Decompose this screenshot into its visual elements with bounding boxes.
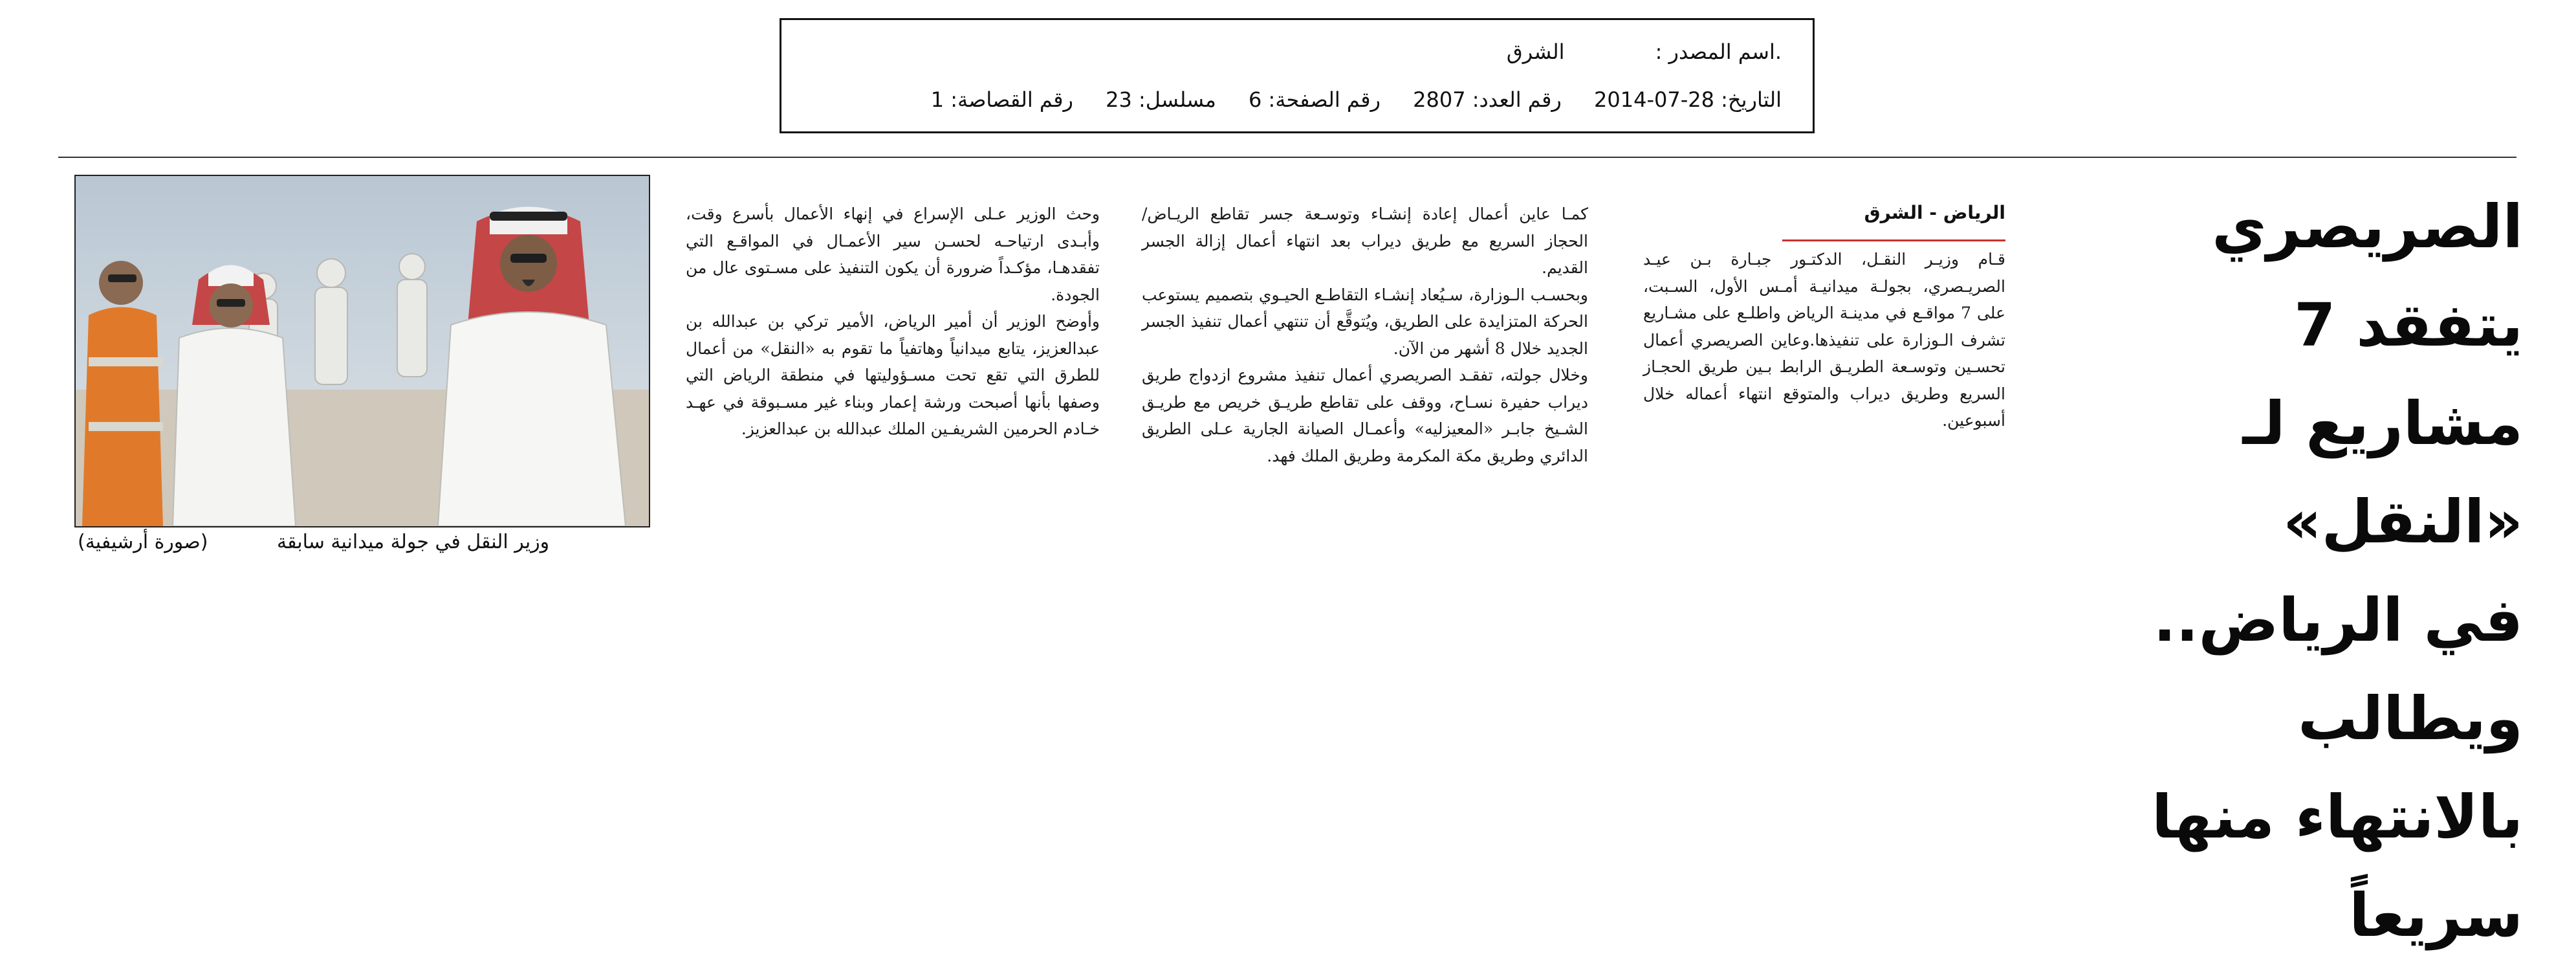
page-field: رقم الصفحة: 6: [1249, 87, 1381, 112]
article-paragraph: وأوضح الوزير أن أمير الرياض، الأمير تركي بن عبدالله بن عبدالعزيز، يتابع ميدانياً وهاتفياً ما تقوم به «النقل» من أعمال للطرق التي تقع تحت مسـؤوليتها في منطقة الرياض التي وصفها بأنها أصبحت ورشة إعمار وبناء غير مسـبوقة في عهـد خـادم الحرمين الشريفـين الملك عبدالله بن عبدالعزيز.: [686, 312, 1100, 438]
photo-illustration: [76, 176, 649, 526]
article-paragraph: وخلال جولته، تفقـد الصريصري أعمال تنفيذ مشروع ازدواج طريق ديراب حفيرة نسـاح، ووقف على تقاطع طريـق خريص مع طريـق الشـيخ جابـر «المعيزليه» وأعمـال الصيانة الجارية عـلى الطريق الدائري وطريق مكة المكرمة وطريق الملك فهد.: [1142, 366, 1588, 465]
headline-line: مشاريع لـ «النقل»: [2242, 389, 2523, 557]
byline-rule: [1782, 239, 2005, 241]
photo-credit: (صورة أرشيفية): [78, 531, 208, 553]
headline: [2044, 178, 2523, 965]
article-column-2: [1142, 201, 1588, 469]
article-paragraph: قـام وزيـر النقـل، الدكتـور جبـارة بـن عيـد الصريـصري، بجولـة ميدانيـة أمـس الأول، السـبت، على 7 مواقـع في مدينـة الرياض واطلـع على مشـاريع تشرف الـوزارة على تنفيذها.وعاين الصريصري أعمال تحسـين وتوسـعة الطريـق الرابط بـين طريق الحجـاز السريع وطريق ديراب والمتوقع انتهاء أعماله خلال أسبوعين.: [1643, 250, 2005, 430]
headline-line: بالانتهاء منها سريعاً: [2152, 782, 2523, 950]
article-paragraph: كمـا عاين أعمال إعادة إنشـاء وتوسـعة جسر تقاطع الريـاض/ الحجاز السريع مع طريق ديراب بعد انتهاء أعمال إزالة الجسر القديم.: [1142, 205, 1588, 277]
serial-field: مسلسل: 23: [1106, 87, 1216, 112]
issue-field: رقم العدد: 2807: [1413, 87, 1562, 112]
byline: الرياض - الشرق: [1864, 202, 2005, 223]
article-paragraph: وبحسـب الـوزارة، سـيُعاد إنشـاء التقاطـع الحيـوي بتصميم يستوعب الحركة المتزايدة على الطريق، ويُتوقَّع أن تنتهي أعمال تنفيذ الجسر الجديد خلال 8 أشهر من الآن.: [1142, 285, 1588, 358]
headline-line: الصريصري يتفقد 7: [2212, 192, 2523, 360]
metadata-row: [905, 87, 1782, 112]
photo-caption: وزير النقل في جولة ميدانية سابقة: [277, 531, 550, 553]
article-column-3: [686, 201, 1100, 443]
header-divider: [58, 157, 2516, 158]
clip-field: رقم القصاصة: 1: [930, 87, 1073, 112]
article-paragraph: وحث الوزير عـلى الإسراع في إنهاء الأعمال بأسرع وقت، وأبـدى ارتياحـه لحسـن سير الأعمـال في المواقـع التي تفقدهـا، مؤكـداً ضرورة أن يكون التنفيذ على مسـتوى عال من الجودة.: [686, 205, 1100, 304]
source-label: .اسم المصدر :: [1655, 39, 1782, 64]
source-value: الشرق: [1506, 39, 1565, 64]
source-row: [1507, 39, 1782, 64]
source-info-box: [780, 18, 1815, 133]
date-field: التاريخ: 28-07-2014: [1594, 87, 1782, 112]
article-photo: [74, 175, 650, 527]
article-column-1: [1643, 246, 2005, 434]
headline-line: في الرياض.. ويطالب: [2153, 586, 2523, 753]
